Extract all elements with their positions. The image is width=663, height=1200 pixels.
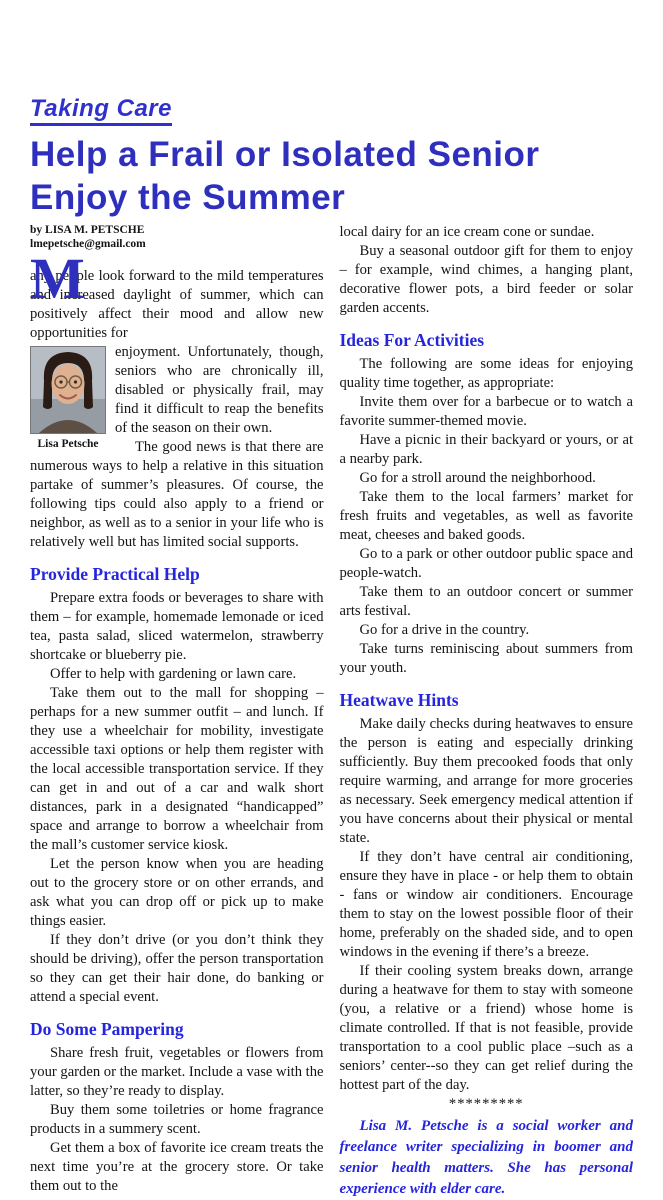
author-photo-figure bbox=[30, 346, 106, 451]
paragraph: Share fresh fruit, vegetables or flowers from your garden or the market. Include a vase with the latter, so they’re ready to display. bbox=[30, 1045, 324, 1099]
article-title bbox=[30, 133, 633, 219]
right-sections bbox=[340, 330, 634, 1095]
paragraph: Get them a box of favorite ice cream treats the next time you’re at the grocery store. Or take them out to the bbox=[30, 1140, 324, 1194]
paragraph: Take them out to the mall for shopping – perhaps for a new summer outfit – and lunch. If they use a wheelchair for mobility, investigate accessible taxi options or help them register with the local accessible transportation service. If they can get in and out of a car and walk short distances, park in a designated “handicapped” space and arrange to borrow a wheelchair from the mall’s customer service kiosk. bbox=[30, 685, 324, 853]
paragraph: Let the person know when you are heading out to the grocery store or on other errands, and ask what you can drop off or pick up to make things easier. bbox=[30, 856, 324, 929]
paragraph: Offer to help with gardening or lawn care. bbox=[50, 666, 297, 682]
right-lead-paragraphs bbox=[340, 223, 634, 318]
author-bio: Lisa M. Petsche is a social worker and freelance writer specializing in boomer and senior health matters. She has personal experience with elder care. bbox=[339, 1118, 633, 1197]
paragraph: Make daily checks during heatwaves to ensure the person is eating and especially drinking sufficiently. Buy them precooked foods that only require warming, and arrange for more groceries as necessary. Seek emergency medical attention if you have concerns about their physical or mental state. bbox=[339, 716, 633, 846]
author-photo bbox=[30, 346, 106, 434]
intro-paragraph-3: The good news is that there are numerous ways to help a relative in this situation partake of summer’s pleasures. Of course, the following tips could also apply to a friend or neighbor, as well as to a senior in your life who is relatively well but has limited social supports. bbox=[30, 439, 324, 550]
article-header bbox=[30, 96, 633, 219]
byline-email: lmepetsche@gmail.com bbox=[30, 238, 146, 250]
intro-paragraph-2: enjoyment. Unfortunately, though, seniors who are chronically ill, disabled or physically frail, may find it difficult to reap the benefits of the season on their own. bbox=[115, 344, 324, 436]
paragraph: Go to a park or other outdoor public space and people-watch. bbox=[339, 546, 633, 581]
paragraph: If they don’t have central air conditioning, ensure they have in place - or help them to obtain - fans or window air conditioners. Encourage them to stay on the lowest possible floor of their home, preferably on the shaded side, and to open windows in the evening if there’s a breeze. bbox=[339, 849, 633, 960]
article-title-line1: Help a Frail or Isolated Senior bbox=[30, 135, 540, 174]
paragraph: The following are some ideas for enjoying quality time together, as appropriate: bbox=[339, 356, 633, 391]
paragraph: Go for a drive in the country. bbox=[359, 622, 530, 638]
paragraph: If their cooling system breaks down, arrange during a heatwave for them to stay with someone (you, a relative or a friend) whose home is climate controlled. If that is not feasible, provide transportation to a cool public place –such as a seniors’ center--so they can get relief during the hottest part of the day. bbox=[339, 963, 633, 1093]
left-column bbox=[30, 223, 324, 1200]
paragraph: Buy a seasonal outdoor gift for them to enjoy – for example, wind chimes, a hanging plant, decorative flower pots, a bird feeder or solar garden accents. bbox=[339, 243, 633, 316]
asterisk-divider: ********* bbox=[448, 1096, 524, 1112]
article-title-line2: Enjoy the Summer bbox=[30, 178, 346, 217]
intro-paragraph bbox=[30, 246, 324, 343]
paragraph: Take turns reminiscing about summers from your youth. bbox=[339, 641, 633, 676]
drop-cap: M bbox=[30, 246, 85, 311]
paragraph: Prepare extra foods or beverages to share with them – for example, homemade lemonade or iced tea, pasta salad, sliced watermelon, strawberry shortcake or blueberry pie. bbox=[30, 590, 324, 663]
paragraph: Take them to an outdoor concert or summer arts festival. bbox=[339, 584, 633, 619]
right-column bbox=[340, 223, 634, 1200]
intro-text-1: any people look forward to the mild temperatures and increased daylight of summer, which can positively affect their mood and allow new opportunities for bbox=[30, 268, 324, 341]
paragraph: Go for a stroll around the neighborhood. bbox=[359, 470, 596, 486]
paragraph: If they don’t drive (or you don’t think they should be driving), offer the person transportation so they can get their hair done, do banking or attend a special event. bbox=[30, 932, 324, 1005]
paragraph: Buy them some toiletries or home fragrance products in a summery scent. bbox=[30, 1102, 324, 1137]
byline-author: by LISA M. PETSCHE bbox=[30, 224, 145, 236]
left-sections bbox=[30, 564, 324, 1196]
section-heading: Ideas For Activities bbox=[339, 330, 485, 350]
paragraph: Invite them over for a barbecue or to watch a favorite summer-themed movie. bbox=[339, 394, 633, 429]
section-heading: Do Some Pampering bbox=[30, 1019, 184, 1039]
section-heading: Heatwave Hints bbox=[339, 690, 459, 710]
paragraph: local dairy for an ice cream cone or sundae. bbox=[339, 224, 595, 240]
photo-wrap-zone bbox=[30, 343, 324, 552]
paragraph: Take them to the local farmers’ market for fresh fruits and vegetables, as well as favorite meat, cheeses and baked goods. bbox=[339, 489, 633, 543]
column-kicker: Taking Care bbox=[30, 96, 172, 126]
paragraph: Have a picnic in their backyard or yours, or at a nearby park. bbox=[339, 432, 633, 467]
photo-caption: Lisa Petsche bbox=[37, 438, 99, 450]
article-body bbox=[30, 223, 633, 1200]
section-heading: Provide Practical Help bbox=[30, 564, 200, 584]
